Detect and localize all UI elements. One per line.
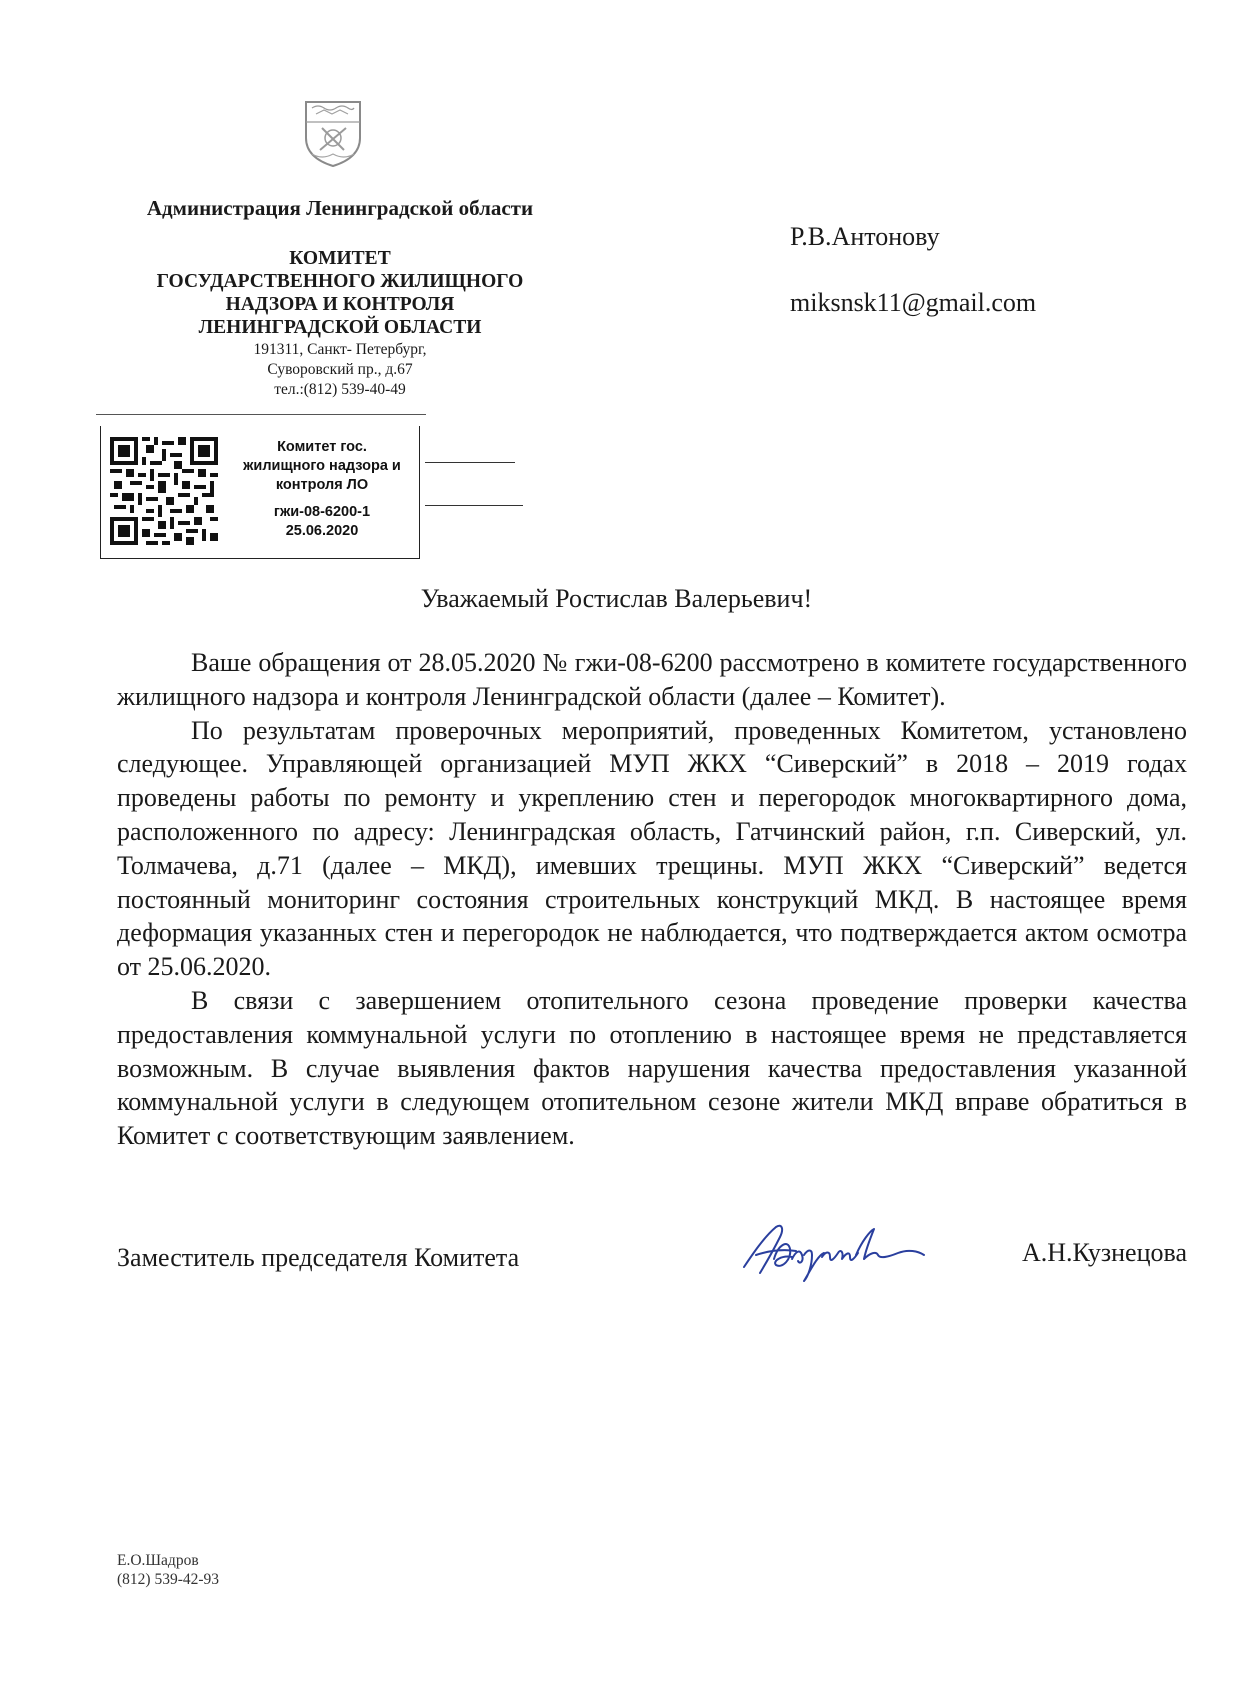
committee-line: КОМИТЕТ	[289, 248, 391, 269]
letter-body	[117, 646, 1187, 1153]
executor-phone: (812) 539-42-93	[117, 1571, 220, 1588]
committee-line: ЛЕНИНГРАДСКОЙ ОБЛАСТИ	[198, 317, 482, 338]
stamp-org-line: Комитет гос.	[277, 439, 367, 455]
signatory-name: А.Н.Кузнецова	[1021, 1238, 1187, 1267]
handwritten-signature-icon	[738, 1215, 928, 1285]
addressee-email: miksnsk11@gmail.com	[790, 288, 1037, 317]
body-paragraph: Ваше обращения от 28.05.2020 № гжи-08-6200 рассмотрено в комитете государственного жилищного надзора и контроля Ленинградской области (далее – Комитет).	[117, 648, 1187, 711]
header-divider	[96, 414, 426, 415]
body-paragraph: По результатам проверочных мероприятий, проведенных Комитетом, установлено следующее. Управляющей организацией МУП ЖКХ “Сиверский” в 2018 – 2019 годах проведены работы по ремонту и укреплению стен и перегородок многоквартирного дома, расположенного по адресу: Ленинградская область, Гатчинский район, г.п. Сиверский, ул. Толмачева, д.71 (далее – МКД), имевших трещины. МУП ЖКХ “Сиверский” ведется постоянный мониторинг состояния строительных конструкций МКД. В настоящее время деформация указанных стен и перегородок не наблюдается, что подтверждается актом осмотра от 25.06.2020.	[117, 715, 1187, 982]
greeting: Уважаемый Ростислав Валерьевич!	[420, 584, 813, 613]
stamp-info	[222, 438, 422, 541]
committee-line: НАДЗОРА И КОНТРОЛЯ	[225, 294, 455, 315]
stamp-reg-number: гжи-08-6200-1	[273, 504, 371, 520]
stamp-underline	[425, 505, 523, 506]
stamp-date: 25.06.2020	[285, 523, 359, 539]
stamp-org-line: контроля ЛО	[275, 477, 369, 493]
body-paragraph: В связи с завершением отопительного сезона проведение проверки качества предоставления коммунальной услуги по отоплению в настоящее время не представляется возможным. В случае выявления фактов нарушения качества предоставления указанной коммунальной услуги в следующем отопительном сезоне жители МКД вправе обратиться в Комитет с соответствующим заявлением.	[117, 985, 1187, 1151]
address-line: тел.:(812) 539-40-49	[274, 381, 406, 398]
committee-name	[100, 247, 580, 339]
qr-code-icon	[110, 437, 218, 545]
committee-address	[100, 340, 580, 400]
executor-info	[117, 1551, 219, 1589]
coat-of-arms-icon	[302, 98, 364, 168]
committee-line: ГОСУДАРСТВЕННОГО ЖИЛИЩНОГО	[156, 271, 524, 292]
address-line: 191311, Санкт- Петербург,	[253, 341, 427, 358]
stamp-underline	[425, 462, 515, 463]
address-line: Суворовский пр., д.67	[267, 361, 413, 378]
administration-title: Администрация Ленинградской области	[146, 196, 534, 220]
executor-name: Е.О.Шадров	[117, 1552, 199, 1569]
stamp-org-line: жилищного надзора и	[243, 458, 401, 474]
addressee-name: Р.В.Антонову	[790, 222, 940, 251]
signatory-title: Заместитель председателя Комитета	[117, 1243, 520, 1272]
